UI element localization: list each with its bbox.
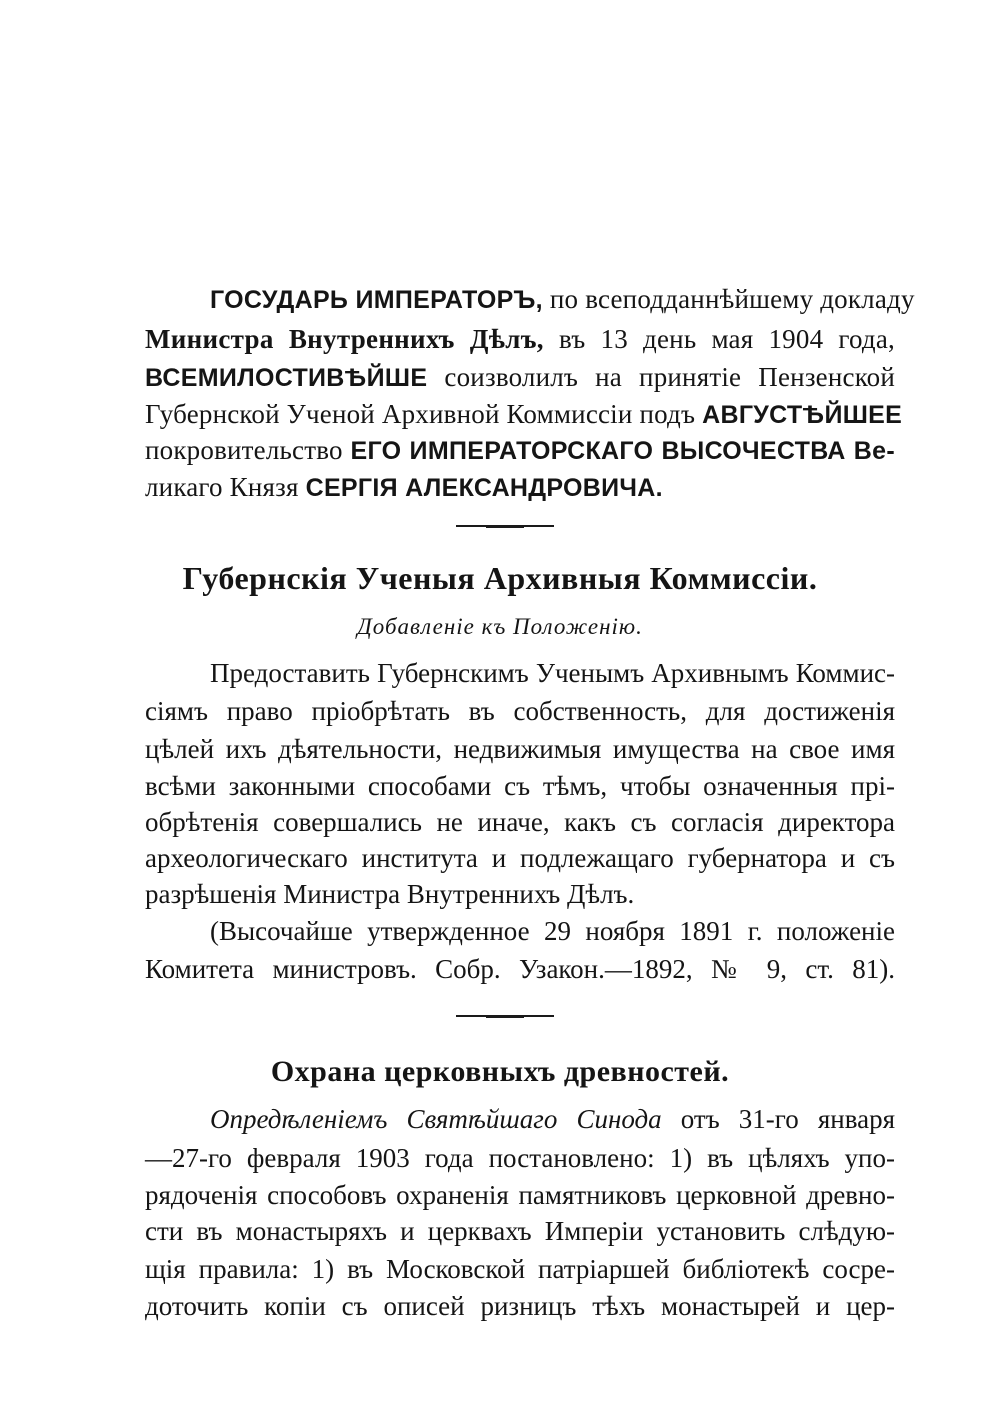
intro-line-4: Губернской Ученой Архивной Коммиссіи подъ АВГУСТѢЙШЕЕ bbox=[145, 399, 903, 429]
section2-line: щія правила: 1) въ Московской патріаршей библіотекѣ сосре- bbox=[145, 1254, 895, 1284]
section1-subtitle: Добавленіе къ Положенію. bbox=[357, 614, 643, 639]
section-divider bbox=[456, 1015, 554, 1017]
intro-line-5: покровительство ЕГО ИМПЕРАТОРСКАГО ВЫСОЧЕСТВА Ве- bbox=[145, 435, 895, 465]
section2-line-1: Опредѣленіемъ Святѣйшаго Синода отъ 31-го января bbox=[210, 1104, 895, 1134]
section-divider bbox=[456, 525, 554, 527]
intro-line-6: ликаго Князя СЕРГІЯ АЛЕКСАНДРОВИЧА. bbox=[145, 472, 663, 502]
intro-line-3: ВСЕМИЛОСТИВѢЙШЕ соизволилъ на принятіе Пензенской bbox=[145, 362, 895, 392]
section2-line: сти въ монастыряхъ и церквахъ Имперіи установить слѣдую- bbox=[145, 1216, 895, 1246]
section1-line: всѣми законными способами съ тѣмъ, чтобы означенныя прі- bbox=[145, 771, 895, 801]
section2-line: рядоченія способовъ охраненія памятниковъ церковной древно- bbox=[145, 1180, 895, 1210]
section1-citation: (Высочайше утвержденное 29 ноября 1891 г. положеніе bbox=[210, 916, 895, 946]
section1-line: археологическаго института и подлежащаго губернатора и съ bbox=[145, 843, 895, 873]
intro-caps: ГОСУДАРЬ ИМПЕРАТОРЪ, bbox=[210, 286, 543, 314]
section1-line: цѣлей ихъ дѣятельности, недвижимыя имущества на свое имя bbox=[145, 734, 895, 764]
section1-line: сіямъ право пріобрѣтать въ собственность, для достиженія bbox=[145, 696, 895, 726]
section1-citation: Комитета министровъ. Собр. Узакон.—1892, № 9, ст. 81). bbox=[145, 954, 895, 984]
section1-title: Губернскія Ученыя Архивныя Коммиссіи. bbox=[182, 560, 818, 596]
section2-line: доточить копіи съ описей ризницъ тѣхъ монастырей и цер- bbox=[145, 1291, 895, 1321]
intro-line-2: Министра Внутреннихъ Дѣлъ, въ 13 день мая 1904 года, bbox=[145, 324, 895, 354]
section2-title: Охрана церковныхъ древностей. bbox=[270, 1055, 730, 1088]
section1-line: Предоставить Губернскимъ Ученымъ Архивнымъ Коммис- bbox=[210, 658, 895, 688]
section1-line: обрѣтенія совершались не иначе, какъ съ согласія директора bbox=[145, 807, 895, 837]
intro-line-1: ГОСУДАРЬ ИМПЕРАТОРЪ, по всеподданнѣйшему докладу bbox=[210, 284, 915, 314]
section2-line: —27-го февраля 1903 года постановлено: 1) въ цѣляхъ упо- bbox=[145, 1143, 895, 1173]
section1-line: разрѣшенія Министра Внутреннихъ Дѣлъ. bbox=[145, 879, 635, 909]
